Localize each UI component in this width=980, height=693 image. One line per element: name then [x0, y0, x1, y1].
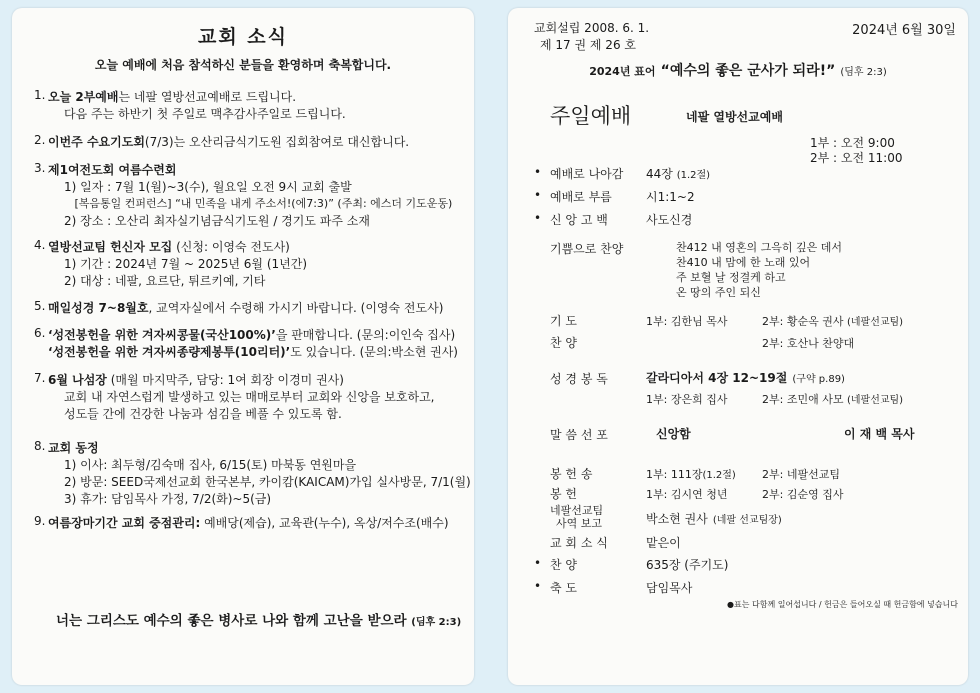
order-approach-value: 44장 (1.2절) — [646, 167, 711, 181]
item-detail: 다음 주는 하반기 첫 주일로 맥추감사주일로 드립니다. — [64, 107, 346, 121]
item-rest: 는 네팔 열방선교예배로 드립니다. — [118, 90, 297, 104]
footer-verse: 너는 그리스도 예수의 좋은 병사로 나와 함께 고난을 받으라 (딤후 2:3) — [56, 613, 462, 629]
item-rest: 예배당(제습), 교육관(누수), 옥상/저수조(배수) — [200, 516, 449, 530]
service-title: 주일예배 — [550, 104, 632, 128]
mission-report: 박소현 권사 (네팔 선교팀장) — [646, 512, 782, 526]
offering-service-2: 2부: 김순영 집사 — [762, 488, 844, 501]
item-rest: , 교역자실에서 수령해 가시기 바랍니다. (이영숙 전도사) — [148, 301, 444, 315]
hymn-value: 635장 (주기도) — [646, 558, 729, 572]
item-rest: 도 있습니다. (문의:박소현 권사) — [290, 345, 458, 359]
item-head: 제1여전도회 여름수련회 — [48, 163, 177, 177]
item-detail: 성도들 간에 건강한 나눔과 섬김을 베풀 수 있도록 함. — [64, 407, 342, 421]
order-news-label: 교 회 소 식 — [550, 536, 608, 550]
footnote: ●표는 다함께 일어섭니다 / 헌금은 들어오실 때 헌금함에 넣습니다 — [727, 600, 958, 609]
item-detail: 2) 방문: SEED국제선교회 한국본부, 카이캄(KAICAM)가입 실사방문, 7/1(월) — [64, 475, 471, 489]
praise-line: 주 보혈 날 정결케 하고 — [676, 271, 786, 284]
order-creed-value: 사도신경 — [646, 213, 693, 227]
item-detail: 3) 휴가: 담임목사 가정, 7/2(화)~5(금) — [64, 492, 272, 506]
offering-service-1: 1부: 김시연 청년 — [646, 488, 728, 501]
order-call-label: • 예배로 부름 — [550, 188, 612, 205]
item-head: 매일성경 7~8월호 — [48, 301, 149, 315]
item-number: 9. — [34, 514, 46, 528]
item-headline — [48, 88, 296, 105]
item-head: ‘성전봉헌을 위한 겨자씨콩물(국산100%)’ — [48, 328, 276, 342]
item-number: 1. — [34, 88, 46, 102]
announcements-page — [12, 8, 474, 685]
item-head: 오늘 2부예배 — [48, 90, 119, 104]
item-head: 교회 동정 — [48, 441, 99, 455]
item-number: 4. — [34, 238, 46, 252]
item-number: 3. — [34, 161, 46, 175]
order-offering-label: 봉 헌 — [550, 487, 577, 501]
item-head: 열방선교팀 헌신자 모집 — [48, 240, 173, 254]
item-headline-2 — [48, 343, 458, 360]
item-headline — [48, 371, 344, 388]
bulletin-page — [508, 8, 968, 685]
offertory-service-2: 2부: 네팔선교팀 — [762, 468, 840, 481]
item-number: 2. — [34, 133, 46, 147]
order-sermon-label: 말 씀 선 포 — [550, 428, 608, 442]
scripture-reader-2: 2부: 조민애 사모 (네팔선교팀) — [762, 393, 904, 406]
established-date: 교회설립 2008. 6. 1. — [534, 21, 650, 35]
item-detail: 2) 대상 : 네팔, 요르단, 튀르키예, 기타 — [64, 274, 266, 288]
news-value: 맡은이 — [646, 536, 681, 550]
service-time-2: 2부 : 오전 11:00 — [810, 151, 903, 165]
item-headline — [48, 439, 99, 456]
order-benediction-label: • 축 도 — [550, 579, 577, 596]
item-detail: 1) 일자 : 7월 1(월)~3(수), 월요일 오전 9시 교회 출발 — [64, 180, 352, 194]
item-headline — [48, 514, 449, 531]
order-scripture-label: 성 경 봉 독 — [550, 372, 608, 386]
item-headline — [48, 299, 443, 316]
item-detail: 1) 이사: 최두형/김숙매 집사, 6/15(토) 마북동 연원마을 — [64, 458, 357, 472]
item-number: 6. — [34, 326, 46, 340]
offertory-service-1: 1부: 111장(1.2절) — [646, 468, 736, 481]
scripture-reading: 갈라디아서 4장 12~19절 (구약 p.89) — [646, 371, 845, 385]
yearly-theme: 2024년 표어 “예수의 좋은 군사가 되라!” (딤후 2:3) — [589, 63, 887, 79]
item-headline — [48, 133, 409, 150]
order-approach-label: • 예배로 나아감 — [550, 165, 623, 182]
order-offertory-label: 봉 헌 송 — [550, 467, 593, 481]
order-mission-label-1: 네팔선교팀 — [550, 504, 604, 517]
service-time-1: 1부 : 오전 9:00 — [810, 136, 895, 150]
order-creed-label: • 신 앙 고 백 — [550, 211, 608, 228]
item-head: 여름장마기간 교회 중점관리: — [48, 516, 201, 530]
praise-line: 찬410 내 맘에 한 노래 있어 — [676, 256, 811, 269]
bulletin-date: 2024년 6월 30일 — [852, 23, 956, 38]
item-rest: (7/3)는 오산리금식기도원 집회참여로 대신합니다. — [144, 135, 410, 149]
item-number: 5. — [34, 299, 46, 313]
praise-line: 찬412 내 영혼의 그윽히 깊은 데서 — [676, 241, 842, 254]
item-detail: 1) 기간 : 2024년 7월 ~ 2025년 6월 (1년간) — [64, 257, 308, 271]
praise-line: 온 땅의 주인 되신 — [676, 286, 761, 299]
volume-number: 제 17 권 제 26 호 — [540, 38, 636, 52]
item-detail: 2) 장소 : 오산리 최자실기념금식기도원 / 경기도 파주 소재 — [64, 214, 370, 228]
benediction-value: 담임목사 — [646, 581, 693, 595]
item-detail: 교회 내 자연스럽게 발생하고 있는 매매로부터 교회와 신앙을 보호하고, — [64, 390, 435, 404]
prayer-service-2: 2부: 황순옥 권사 (네팔선교팀) — [762, 315, 904, 328]
item-number: 8. — [34, 439, 46, 453]
sermon-title: 신앙함 — [656, 427, 691, 441]
item-number: 7. — [34, 371, 46, 385]
item-rest: (매월 마지막주, 담당: 1여 회장 이경미 권사) — [106, 373, 344, 387]
page-title: 교회 소식 — [197, 26, 289, 48]
order-praise-label: 기쁨으로 찬양 — [550, 242, 624, 256]
item-rest: 을 판매합니다. (문의:이인숙 집사) — [275, 328, 456, 342]
item-head: 6월 나섬장 — [48, 373, 107, 387]
choir-service-2: 2부: 호산나 찬양대 — [762, 337, 855, 350]
order-call-value: 시1:1~2 — [646, 190, 695, 204]
prayer-service-1: 1부: 김한님 목사 — [646, 315, 728, 328]
scripture-reader-1: 1부: 장은희 집사 — [646, 393, 728, 406]
item-detail: [복음통일 컨퍼런스] “내 민족을 내게 주소서!(에7:3)” (주최: 에스더 기도운동) — [64, 197, 453, 210]
order-hymn-label: • 찬 양 — [550, 556, 577, 573]
order-prayer-label: 기 도 — [550, 314, 577, 328]
sermon-speaker: 이 재 백 목사 — [844, 427, 915, 441]
item-headline — [48, 238, 290, 255]
item-head: ‘성전봉헌을 위한 겨자씨종량제봉투(10리터)’ — [48, 345, 291, 359]
item-headline — [48, 161, 176, 178]
item-head: 이번주 수요기도회 — [48, 135, 145, 149]
service-subtitle: 네팔 열방선교예배 — [686, 110, 783, 124]
order-mission-label-2: 사역 보고 — [556, 517, 603, 530]
item-headline — [48, 326, 455, 343]
item-rest: (신청: 이영숙 전도사) — [172, 240, 290, 254]
order-choir-label: 찬 양 — [550, 336, 577, 350]
welcome-text: 오늘 예배에 처음 참석하신 분들을 환영하며 축복합니다. — [94, 58, 392, 72]
